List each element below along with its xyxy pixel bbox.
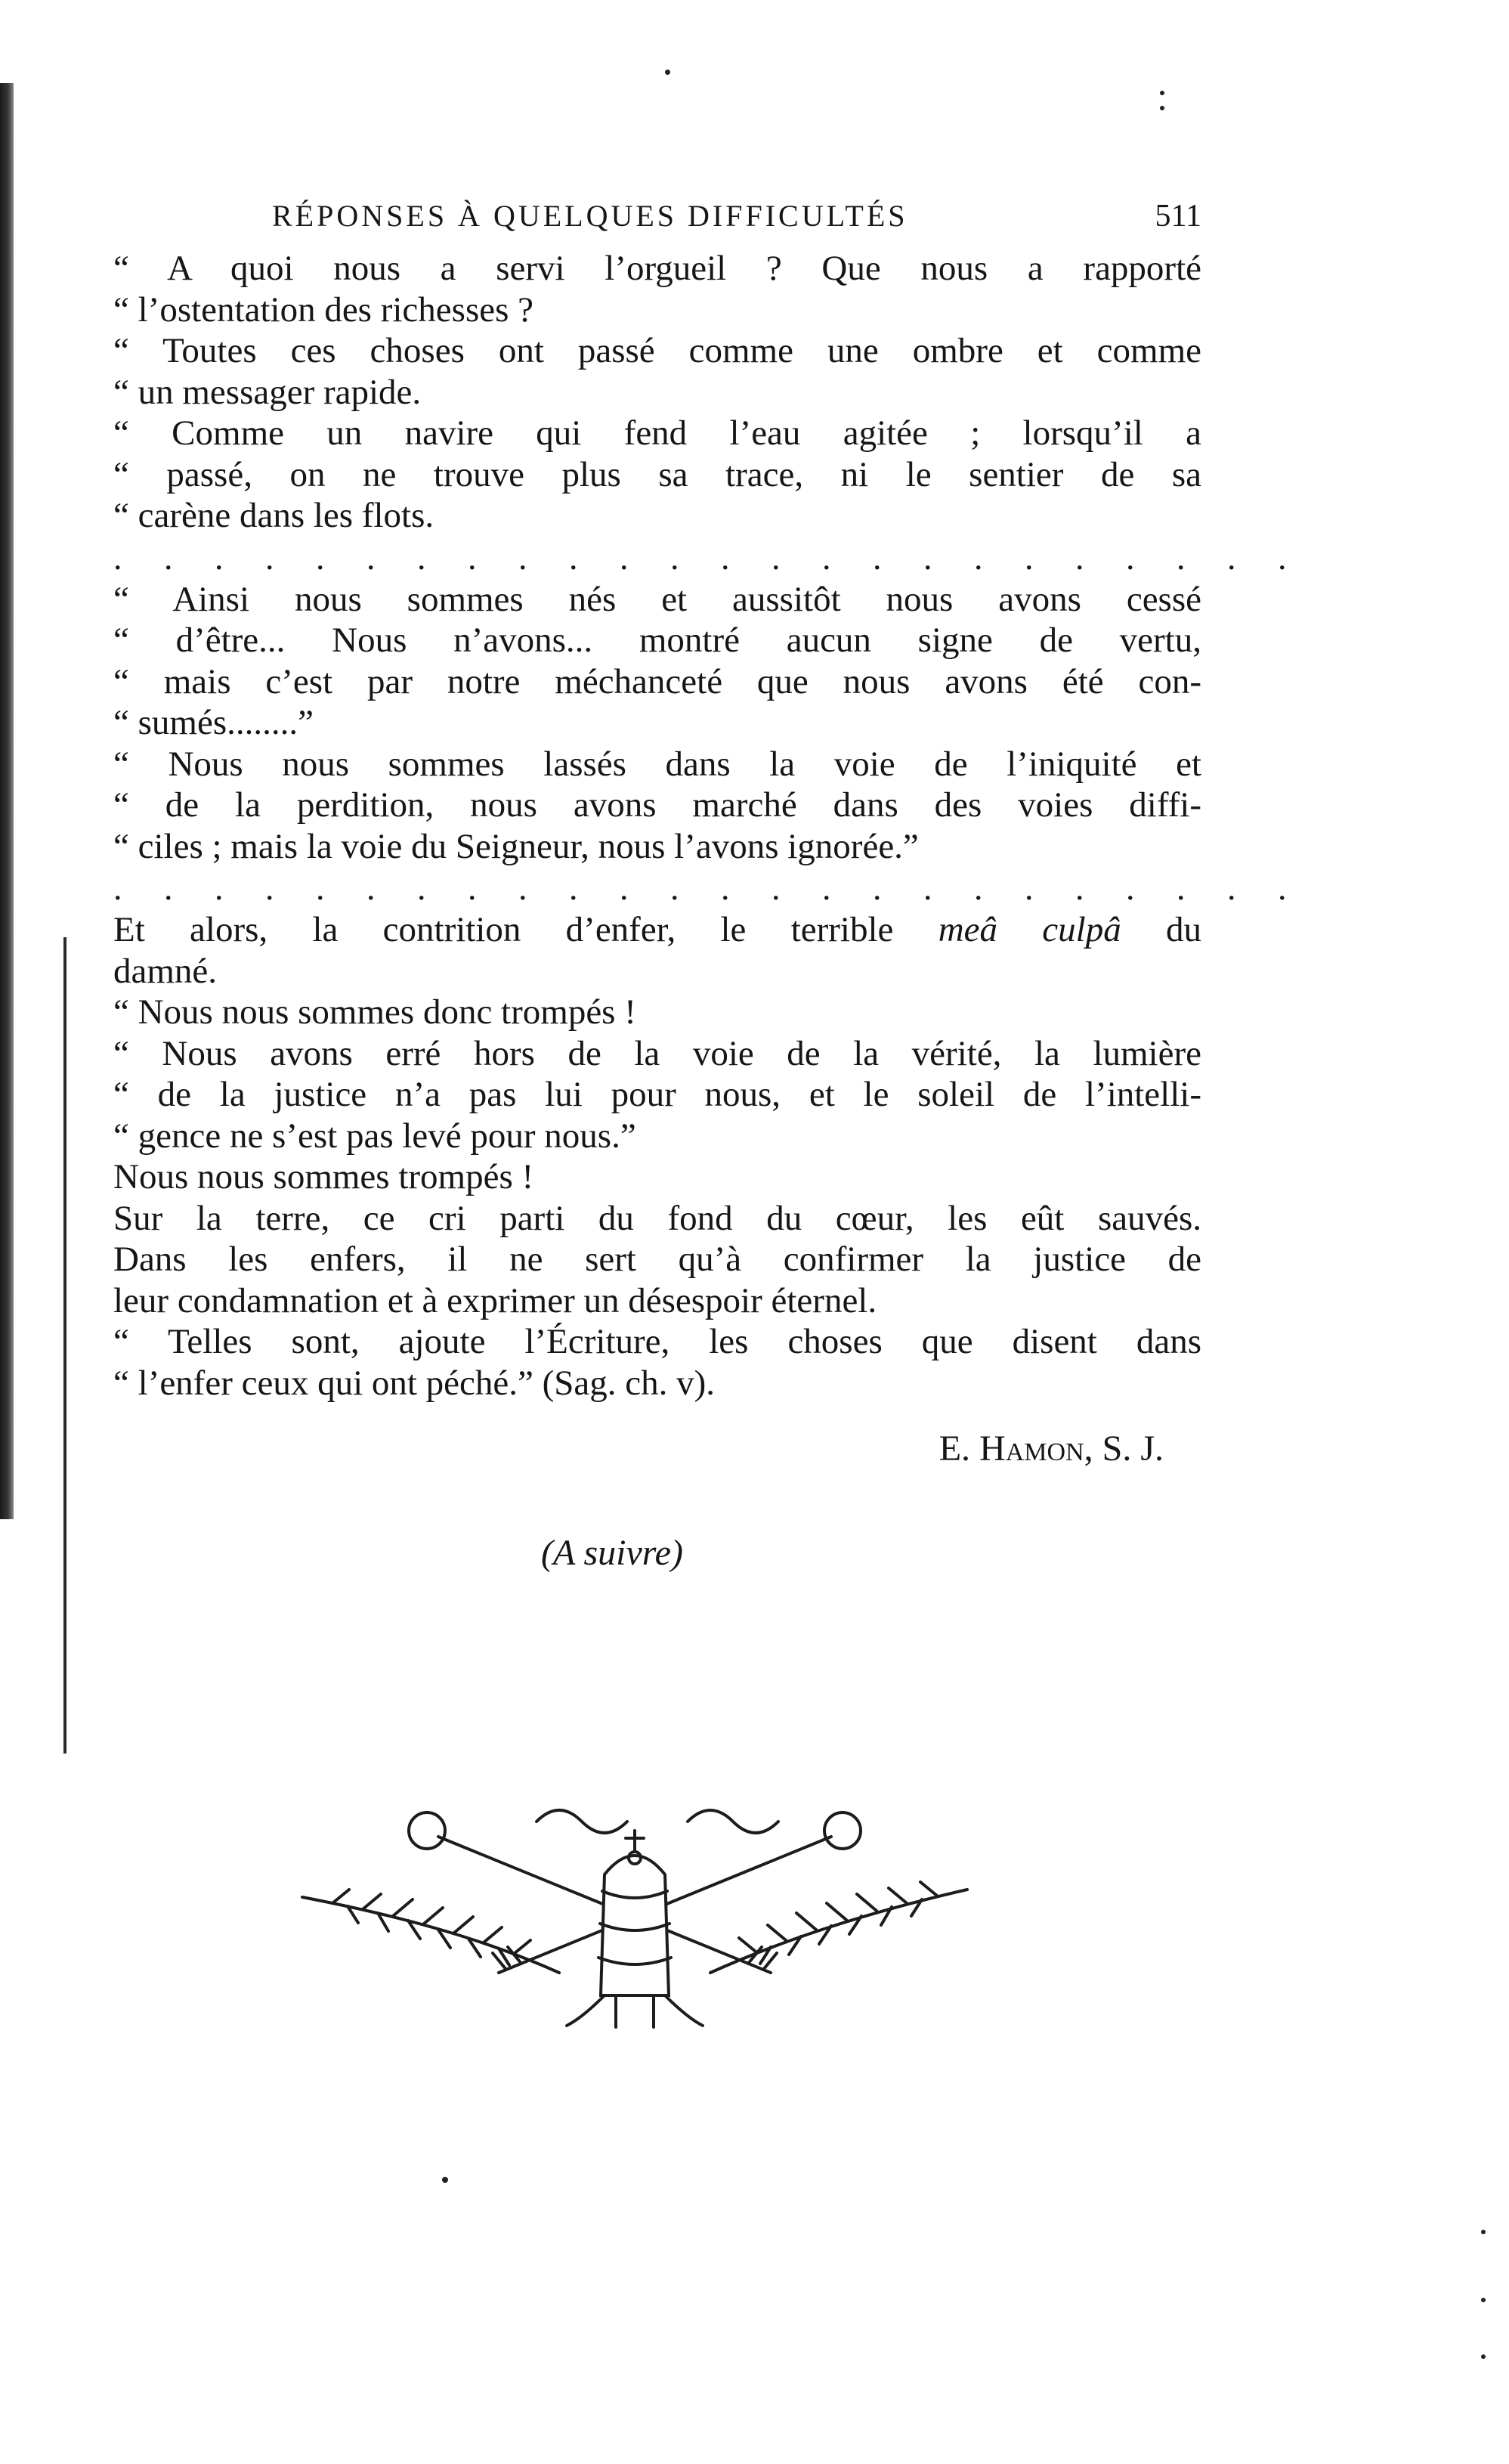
text-fragment: Et alors, la contrition d’enfer, le terrible — [113, 910, 938, 949]
text-line: “ Toutes ces choses ont passé comme une ombre et comme — [113, 331, 1201, 370]
text-line: Dans les enfers, il ne sert qu’à confirmer la justice de — [113, 1240, 1201, 1279]
ellipsis-row: . . . . . . . . . . . . . . . . . . . . . . . . — [113, 537, 1303, 577]
text-line: Sur la terre, ce cri parti du fond du cœur, les eût sauvés. — [113, 1198, 1201, 1238]
continuation-note: (A suivre) — [541, 1533, 683, 1573]
running-title: RÉPONSES À QUELQUES DIFFICULTÉS — [272, 199, 908, 233]
print-speck — [1481, 2298, 1486, 2302]
binding-edge-line — [63, 937, 66, 1754]
text-line: “ gence ne s’est pas levé pour nous.” — [113, 1116, 636, 1156]
text-line: “ Ainsi nous sommes nés et aussitôt nous avons cessé — [113, 579, 1201, 619]
text-line: “ Comme un navire qui fend l’eau agitée ; lorsqu’il a — [113, 413, 1201, 453]
text-line: “ Nous avons erré hors de la voie de la vérité, la lumière — [113, 1033, 1201, 1073]
italic-phrase: meâ culpâ — [938, 910, 1121, 949]
text-line: “ Nous nous sommes lassés dans la voie de l’iniquité et — [113, 744, 1201, 784]
text-line: “ l’ostentation des richesses ? — [113, 289, 533, 330]
text-line: “ Nous nous sommes donc trompés ! — [113, 992, 636, 1032]
text-line: “ d’être... Nous n’avons... montré aucun signe de vertu, — [113, 621, 1201, 660]
print-speck — [1160, 106, 1164, 110]
print-speck — [442, 2177, 448, 2183]
text-line: Nous nous sommes trompés ! — [113, 1157, 534, 1196]
text-fragment: du — [1121, 910, 1201, 949]
signature-name: Hamon — [979, 1429, 1084, 1469]
page-number: 511 — [1155, 199, 1201, 234]
signature-suffix: , S. J. — [1084, 1429, 1164, 1469]
text-line: “ Telles sont, ajoute l’Écriture, les choses que disent dans — [113, 1322, 1201, 1361]
print-speck — [1481, 2230, 1486, 2234]
text-line: “ de la justice n’a pas lui pour nous, et le soleil de l’intelli- — [113, 1075, 1201, 1114]
print-speck — [665, 70, 670, 75]
text-line: “ passé, on ne trouve plus sa trace, ni le sentier de sa — [113, 454, 1201, 494]
page-text-block — [113, 198, 1303, 1574]
text-line: “ A quoi nous a servi l’orgueil ? Que nous a rapporté — [113, 249, 1201, 288]
text-line: “ carène dans les flots. — [113, 496, 434, 535]
text-line: “ de la perdition, nous avons marché dans des voies diffi- — [113, 785, 1201, 825]
papal-tiara-crossed-keys-ornament-icon — [287, 1784, 982, 2033]
text-line: leur condamnation et à exprimer un désespoir éternel. — [113, 1280, 877, 1320]
print-speck — [1160, 91, 1164, 95]
text-line: “ ciles ; mais la voie du Seigneur, nous l’avons ignorée.” — [113, 826, 919, 866]
text-line: “ sumés........” — [113, 703, 314, 742]
text-line — [113, 909, 1201, 951]
text-line: “ l’enfer ceux qui ont péché.” (Sag. ch. v). — [113, 1363, 716, 1403]
author-signature — [113, 1419, 1201, 1479]
text-line: “ un messager rapide. — [113, 372, 422, 412]
ellipsis-row: . . . . . . . . . . . . . . . . . . . . . . . . — [113, 868, 1303, 907]
text-line: damné. — [113, 951, 218, 991]
signature-initial: E. — [938, 1429, 980, 1469]
running-header — [113, 198, 1201, 243]
text-line: “ mais c’est par notre méchanceté que nous avons été con- — [113, 661, 1201, 701]
print-speck — [1481, 2354, 1486, 2359]
binding-edge-shadow — [0, 83, 14, 1519]
